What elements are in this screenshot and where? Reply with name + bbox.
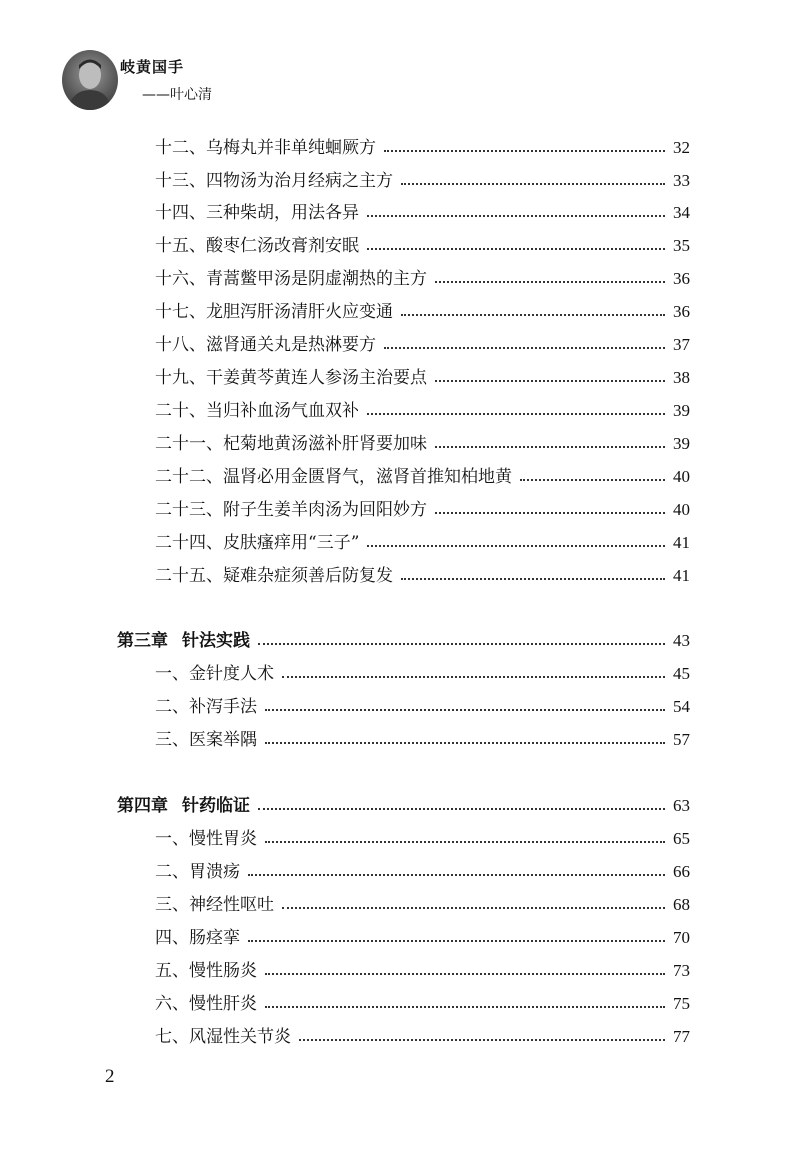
toc-entry-title: 四、肠痉挛 [155,928,240,948]
leader-dots [265,741,665,744]
chapter-number: 第三章 [117,631,168,651]
series-title: 岐黄国手 [120,58,185,76]
leader-dots [401,313,665,316]
toc-entry[interactable] [155,828,690,850]
toc-entry[interactable] [155,137,690,159]
toc-entry[interactable] [155,334,690,356]
leader-dots [265,840,665,843]
toc-entry-title: 二十四、皮肤瘙痒用“三子” [155,533,360,553]
chapter-title: 针法实践 [182,631,250,651]
toc-entry[interactable] [155,400,690,422]
toc-entry-page: 75 [673,994,690,1013]
toc-entry-page: 32 [673,138,690,157]
leader-dots [520,478,665,481]
leader-dots [435,280,665,283]
leader-dots [282,675,665,678]
toc-entry-title: 二、胃溃疡 [155,862,240,882]
toc-entry[interactable] [155,729,690,751]
toc-entry[interactable] [155,894,690,916]
toc-entry[interactable] [155,202,690,224]
chapter-number: 第四章 [117,796,168,816]
toc-entry-title: 十七、龙胆泻肝汤清肝火应变通 [155,302,393,322]
toc-entry-title: 二十、当归补血汤气血双补 [155,401,359,421]
toc-entry-title: 二十二、温肾必用金匮肾气，滋肾首推知柏地黄 [155,467,512,487]
toc-entry-page: 36 [673,302,690,321]
leader-dots [367,247,665,250]
leader-dots [384,346,665,349]
toc-entry-page: 65 [673,829,690,848]
leader-dots [435,511,665,514]
toc-entry-title: 七、风湿性关节炎 [155,1027,291,1047]
toc-entry-page: 36 [673,269,690,288]
toc-entry[interactable] [155,696,690,718]
leader-dots [248,873,665,876]
toc-entry[interactable] [155,1026,690,1048]
toc-entry-title: 十五、酸枣仁汤改膏剂安眠 [155,236,359,256]
toc-entry[interactable] [155,927,690,949]
leader-dots [265,1005,665,1008]
toc-entry-page: 45 [673,664,690,683]
toc-entry-title: 一、金针度人术 [155,664,274,684]
toc-entry-title: 二十三、附子生姜羊肉汤为回阳妙方 [155,500,427,520]
toc-entry[interactable] [155,960,690,982]
leader-dots [299,1038,665,1041]
leader-dots [265,708,665,711]
toc-entry-title: 三、神经性呕吐 [155,895,274,915]
page-number: 2 [105,1066,115,1087]
toc-entry[interactable] [155,170,690,192]
toc-entry-title: 三、医案举隅 [155,730,257,750]
leader-dots [401,182,665,185]
toc-entry-page: 41 [673,533,690,552]
toc-entry-page: 40 [673,467,690,486]
leader-dots [367,544,665,547]
toc-entry[interactable] [155,268,690,290]
leader-dots [258,807,665,810]
toc-entry[interactable] [155,663,690,685]
toc-entry-page: 41 [673,566,690,585]
toc-entry-page: 34 [673,203,690,222]
toc-entry-page: 57 [673,730,690,749]
toc-entry-page: 40 [673,500,690,519]
toc-entry-title: 十二、乌梅丸并非单纯蛔厥方 [155,138,376,158]
leader-dots [384,149,665,152]
toc-entry[interactable] [155,532,690,554]
toc-entry[interactable] [155,565,690,587]
toc-entry-title: 十八、滋肾通关丸是热淋要方 [155,335,376,355]
chapter-page: 43 [673,631,690,650]
toc-entry-title: 一、慢性胃炎 [155,829,257,849]
toc-entry-page: 54 [673,697,690,716]
chapter-page: 63 [673,796,690,815]
toc-entry-page: 33 [673,171,690,190]
toc-entry[interactable] [155,235,690,257]
toc-entry-title: 十四、三种柴胡，用法各异 [155,203,359,223]
leader-dots [435,379,665,382]
toc-entry-title: 十三、四物汤为治月经病之主方 [155,171,393,191]
toc-chapter-3[interactable] [117,630,690,652]
toc-entry-title: 二十五、疑难杂症须善后防复发 [155,566,393,586]
toc-entry-page: 73 [673,961,690,980]
chapter-heading [117,795,250,817]
chapter-title: 针药临证 [182,796,250,816]
toc-entry[interactable] [155,466,690,488]
toc-entry-page: 38 [673,368,690,387]
toc-entry-page: 70 [673,928,690,947]
chapter-heading [117,630,250,652]
leader-dots [401,577,665,580]
toc-entry-page: 68 [673,895,690,914]
toc-entry-title: 六、慢性肝炎 [155,994,257,1014]
leader-dots [435,445,665,448]
toc-entry-title: 十六、青蒿鳖甲汤是阴虚潮热的主方 [155,269,427,289]
series-author: ——叶心清 [142,87,212,103]
toc-chapter-4[interactable] [117,795,690,817]
toc-entry[interactable] [155,433,690,455]
toc-entry-page: 35 [673,236,690,255]
toc-entry-page: 39 [673,401,690,420]
toc-entry-page: 77 [673,1027,690,1046]
toc-entry[interactable] [155,993,690,1015]
leader-dots [248,939,665,942]
toc-entry-page: 37 [673,335,690,354]
toc-entry[interactable] [155,499,690,521]
toc-entry-title: 二、补泻手法 [155,697,257,717]
toc-entry[interactable] [155,861,690,883]
toc-entry[interactable] [155,367,690,389]
leader-dots [367,214,665,217]
toc-entry-page: 66 [673,862,690,881]
leader-dots [367,412,665,415]
leader-dots [258,642,665,645]
toc-entry-title: 十九、干姜黄芩黄连人参汤主治要点 [155,368,427,388]
leader-dots [282,906,665,909]
toc-entry-title: 五、慢性肠炎 [155,961,257,981]
leader-dots [265,972,665,975]
toc-entry[interactable] [155,301,690,323]
toc-entry-page: 39 [673,434,690,453]
toc-entry-title: 二十一、杞菊地黄汤滋补肝肾要加味 [155,434,427,454]
